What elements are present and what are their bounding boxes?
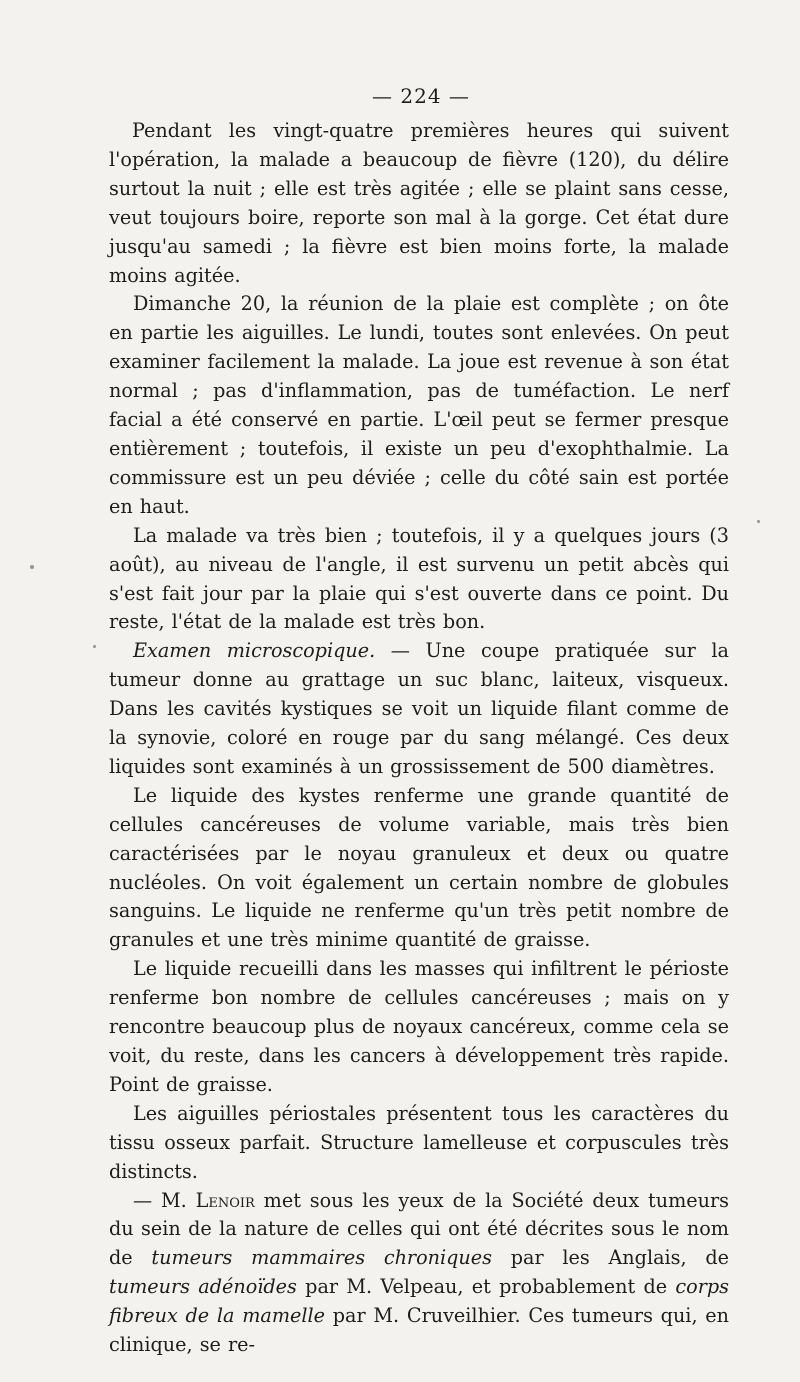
paragraph-sunday-recovery: Dimanche 20, la réunion de la plaie est complète ; on ôte en partie les aiguilles. Le lundi, toutes sont enlevées. On peut examiner facilement la malade. La joue est revenue à son état normal ; pas d'inflammation, pas de tuméfaction. Le nerf facial a été conservé en partie. L'œil peut se fermer presque entièrement ; toutefois, il existe un peu d'exophthalmie. La commissure est un peu déviée ; celle du côté sain est portée en haut. [109, 292, 729, 518]
lenoir-text-part1: met sous les yeux de la Société deux tumeurs du sein de la nature de celles qui ont été décrites sous le nom de [109, 1188, 729, 1270]
term-italic-fibrous-bodies: corps fibreux de la mamelle [109, 1275, 730, 1328]
section-heading-italic: Examen microscopique. [133, 639, 376, 663]
lenoir-dash: — M. [133, 1188, 196, 1212]
body-text [109, 117, 729, 1360]
paragraph-postoperative-course: Pendant les vingt-quatre premières heures qui suivent l'opération, la malade a beaucoup de fièvre (120), du délire surtout la nuit ; elle est très agitée ; elle se plaint sans cesse, veut toujours boire, reporte son mal à la gorge. Cet état dure jusqu'au samedi ; la fièvre est bien moins forte, la malade moins agitée. [109, 119, 729, 287]
paper-speck [30, 565, 34, 569]
paper-speck [757, 520, 760, 523]
lenoir-text-part2: par les Anglais, de [492, 1246, 729, 1270]
paper-speck [700, 244, 702, 246]
term-italic-chronic-mammary: tumeurs mammaires chroniques [151, 1246, 492, 1270]
paragraph-abscess [109, 522, 729, 638]
paper-speck [93, 645, 96, 648]
paragraph-cyst-liquid: Le liquide des kystes renferme une grande quantité de cellules cancéreuses de volume variable, mais très bien caractérisées par le noyau granuleux et deux ou quatre nucléoles. On voit également un certain nombre de globules sanguins. Le liquide ne renferme qu'un très petit nombre de granules et une très minime quantité de graisse. [109, 783, 729, 952]
author-name-smallcaps: Lenoir [195, 1188, 255, 1212]
term-italic-adenoid: tumeurs adénoïdes [109, 1275, 297, 1299]
paragraph-periosteal-needles: Les aiguilles périostales présentent tous les caractères du tissu osseux parfait. Structure lamelleuse et corpuscules très distincts. [109, 1101, 729, 1183]
paragraph-abscess-text: La malade va très bien ; toutefois, il y a quelques jours (3 août), au niveau de l'angle, il est survenu un petit abcès qui s'est fait jour par la plaie qui s'est ouverte dans ce point. Du reste, l'état de la malade est très bon. [109, 523, 729, 634]
page-number: — 224 — [372, 84, 470, 108]
lenoir-text-part3: par M. Velpeau, et probablement de [296, 1275, 676, 1299]
paragraph-periosteum-liquid: Le liquide recueilli dans les masses qui infiltrent le périoste renferme bon nombre de cellules cancéreuses ; mais on y rencontre beaucoup plus de noyaux cancéreux, comme cela se voit, du reste, dans les cancers à développement très rapide. Point de graisse. [109, 957, 729, 1096]
paragraph-microscopic-exam-text: — Une coupe pratiquée sur la tumeur donne au grattage un suc blanc, laiteux, visqueux. Dans les cavités kystiques se voit un liquide filant comme de la synovie, coloré en rouge par du sang mélangé. Ces deux liquides sont examinés à un grossissement de 500 diamètres. [109, 639, 729, 778]
paragraph-microscopic-exam [109, 637, 729, 782]
lenoir-text-part4: par M. Cruveilhier. Ces tumeurs qui, en clinique, se re- [109, 1304, 729, 1357]
paragraph-lenoir-tumours [109, 1187, 729, 1360]
